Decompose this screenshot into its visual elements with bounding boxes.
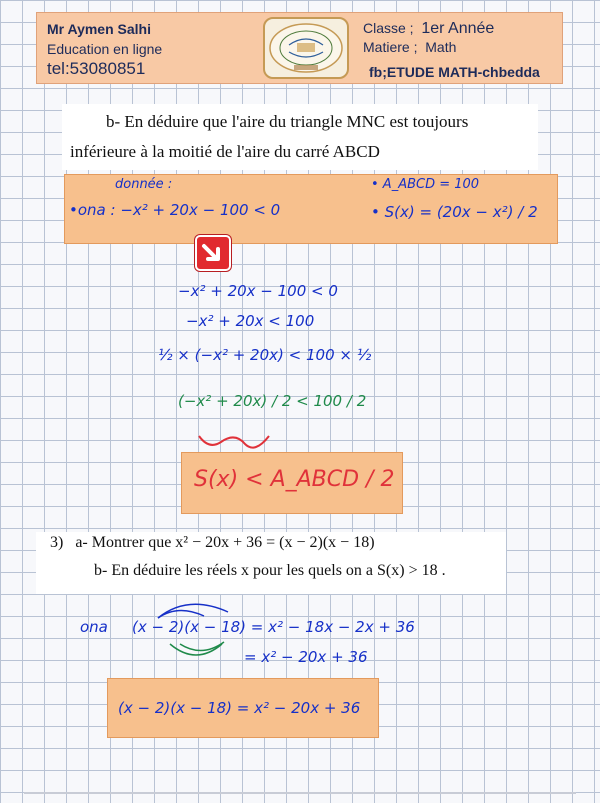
arrow-down-right-icon — [197, 237, 229, 269]
question-3-number: 3) — [50, 534, 64, 551]
given-area-abcd: • A_ABCD = 100 — [371, 177, 480, 192]
result-1-text: S(x) < A_ABCD / 2 — [194, 467, 395, 492]
question-3-line-a — [50, 534, 375, 552]
given-inequality: •ona : −x² + 20x − 100 < 0 — [69, 201, 281, 219]
class-value: 1er Année — [421, 20, 495, 37]
class-info-block — [363, 19, 540, 82]
question-2b-line1: b- En déduire que l'aire du triangle MNC est toujours — [106, 112, 469, 131]
author-name: Mr Aymen Salhi — [47, 21, 151, 37]
seal-icon — [267, 21, 345, 75]
distribution-arrows — [140, 596, 250, 666]
proof-line-1: (x − 2)(x − 18) = x² − 18x − 2x + 36 — [132, 618, 415, 636]
given-s-definition: • S(x) = (20x − x²) / 2 — [371, 203, 538, 221]
question-3-part-a: a- Montrer que x² − 20x + 36 = (x − 2)(x − 18) — [75, 534, 375, 551]
class-label: Classe ; — [363, 20, 414, 36]
header-banner — [36, 12, 563, 84]
proof-prefix: ona — [80, 618, 108, 636]
step-3: ½ × (−x² + 20x) < 100 × ½ — [158, 346, 372, 364]
question-2b-line2: inférieure à la moitié de l'aire du carré ABCD — [70, 142, 380, 161]
author-phone: tel:53080851 — [47, 59, 146, 78]
page-bottom-edge — [24, 792, 576, 794]
squiggle-mark — [195, 430, 275, 450]
step-4: (−x² + 20x) / 2 < 100 / 2 — [178, 392, 367, 410]
step-2: −x² + 20x < 100 — [186, 312, 315, 330]
red-arrow-icon — [195, 235, 231, 271]
given-label: donnée : — [115, 177, 173, 192]
school-seal-logo — [263, 17, 349, 79]
author-subtitle: Education en ligne — [47, 41, 163, 57]
subject-value: Math — [425, 39, 457, 55]
question-2b-band — [62, 104, 538, 170]
result-2-box — [107, 678, 379, 738]
question-3-part-b: b- En déduire les réels x pour les quels on a S(x) > 18 . — [94, 562, 446, 579]
step-1: −x² + 20x − 100 < 0 — [178, 282, 338, 300]
facebook-handle: fb;ETUDE MATH-chbedda — [369, 64, 540, 80]
given-box — [64, 174, 558, 244]
question-3-band — [36, 532, 506, 594]
result-2-text: (x − 2)(x − 18) = x² − 20x + 36 — [118, 699, 361, 717]
proof-line-2: = x² − 20x + 36 — [244, 648, 368, 666]
author-block — [47, 19, 162, 79]
result-1-box — [181, 452, 403, 514]
subject-label: Matiere ; — [363, 39, 418, 55]
